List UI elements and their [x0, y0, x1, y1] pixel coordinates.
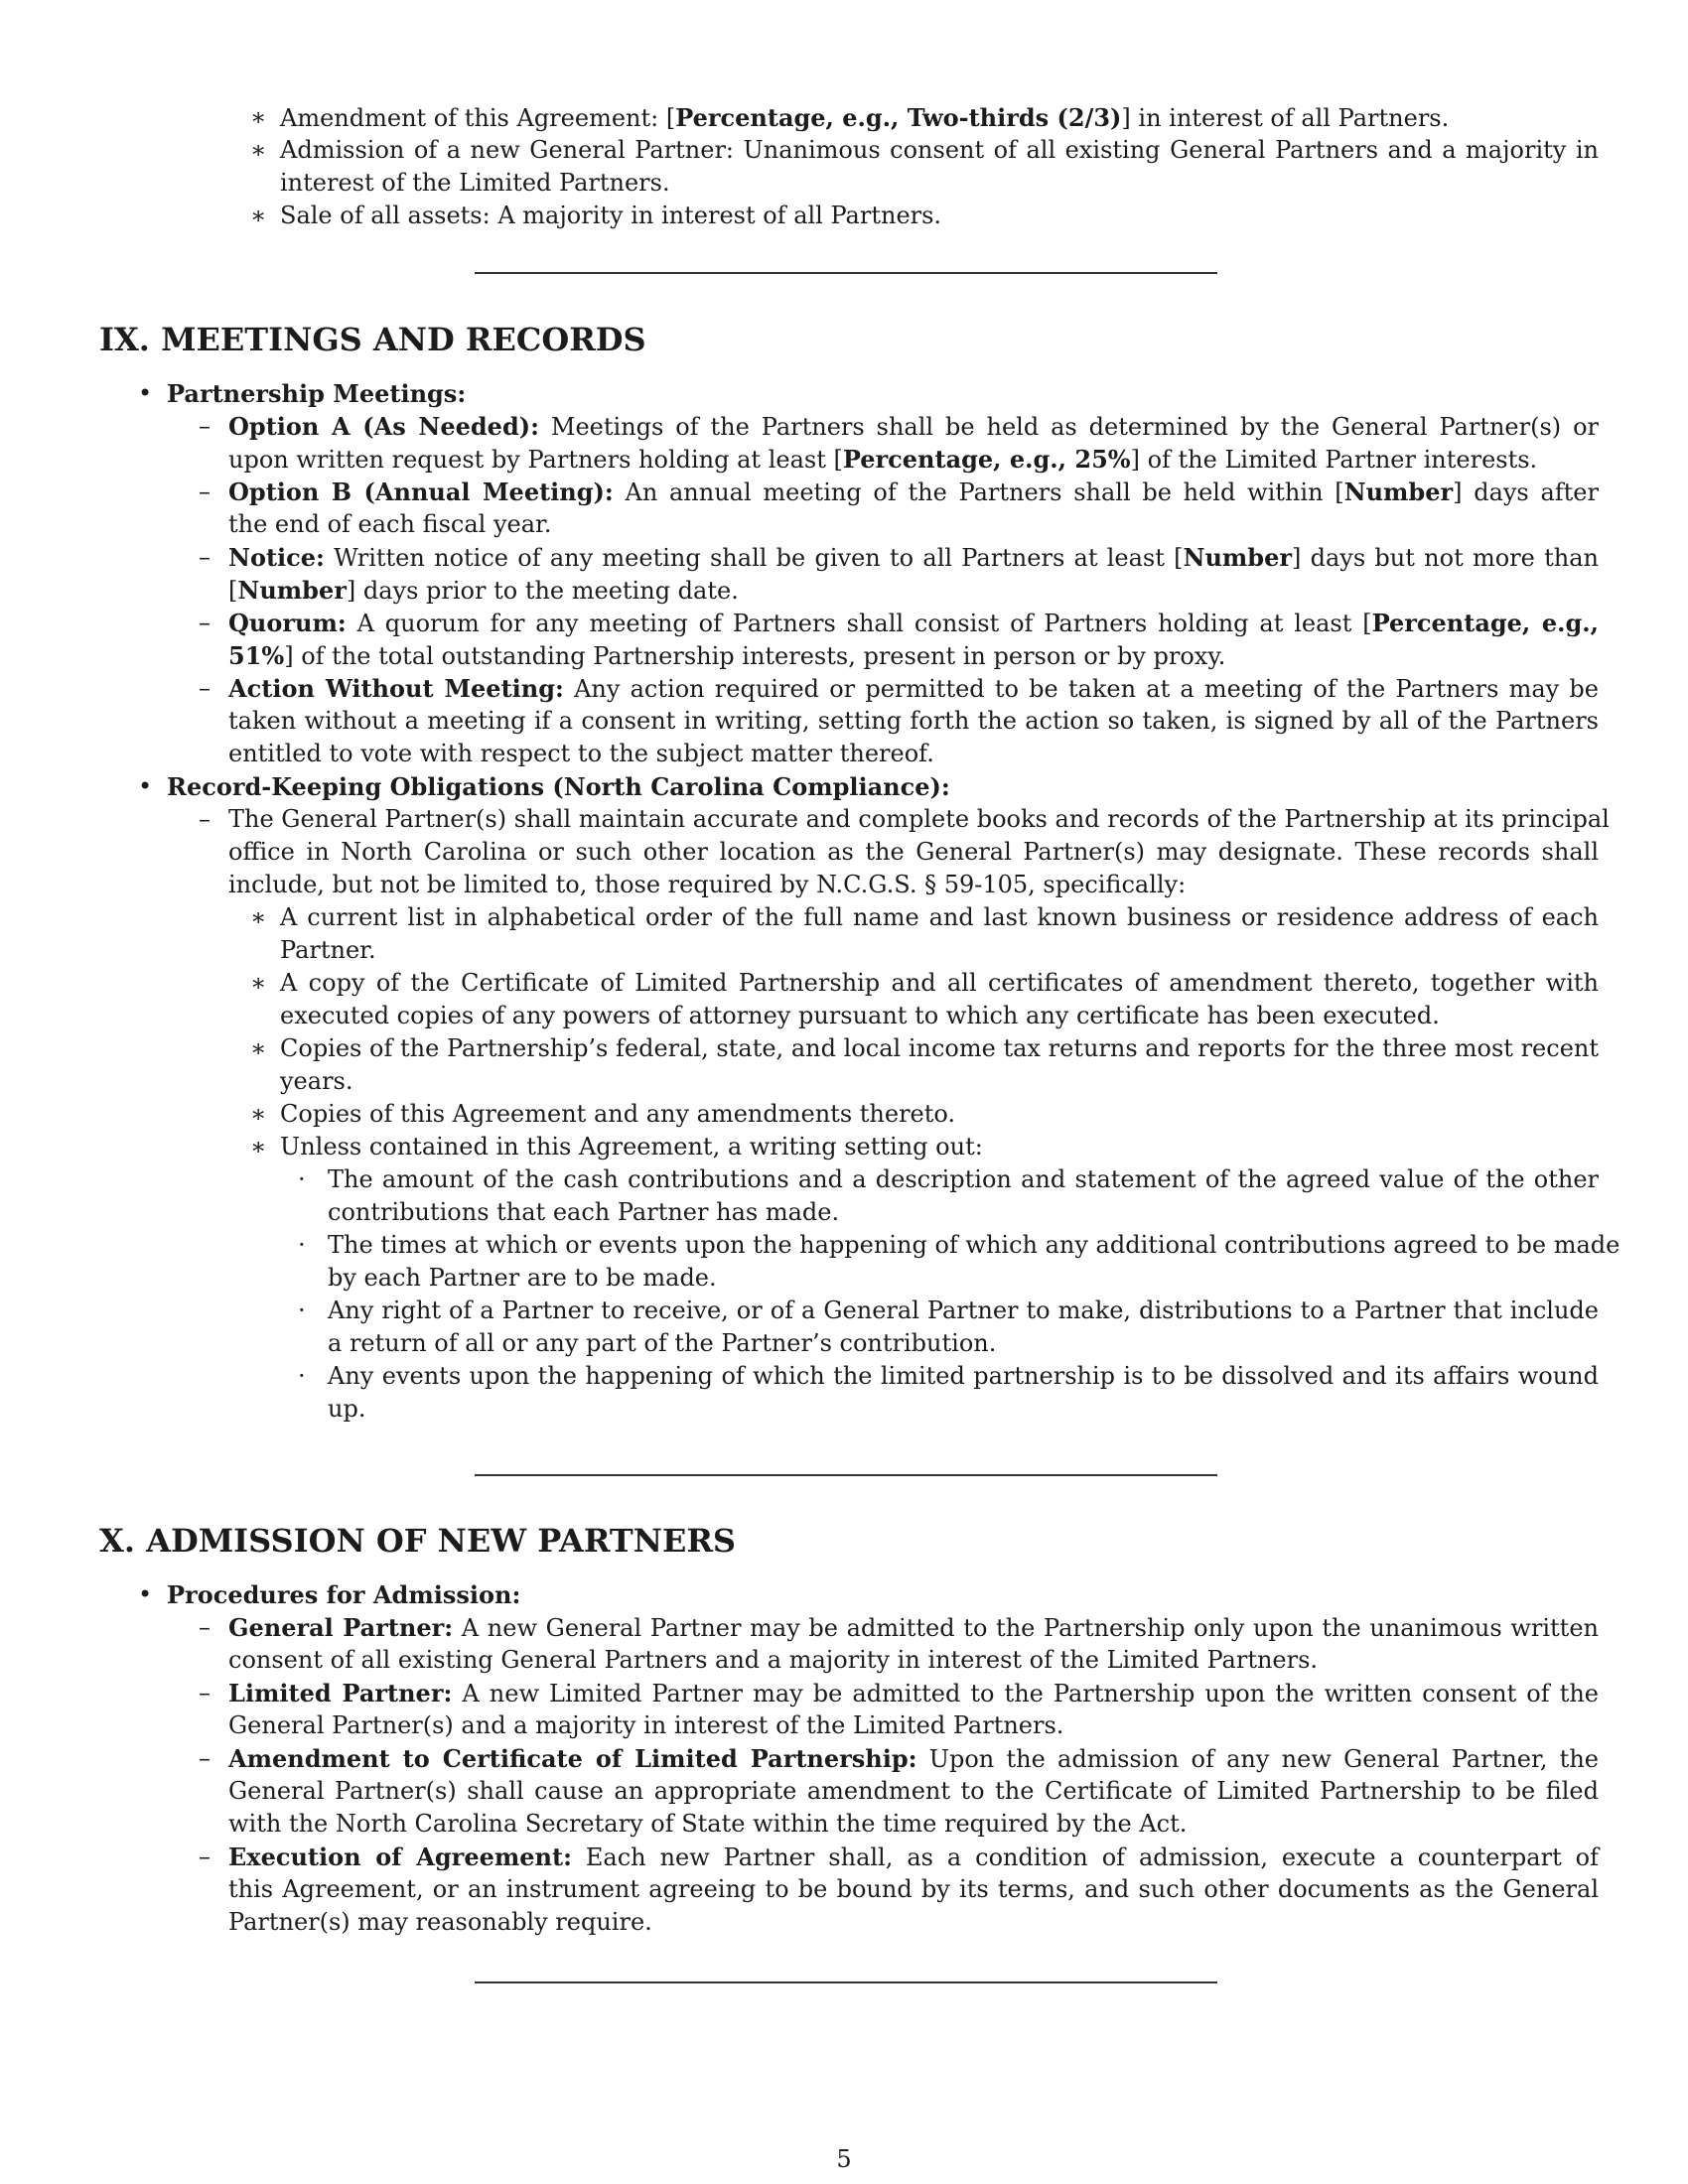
records-item-cont: Partner. — [280, 936, 376, 964]
list-marker-dot: · — [298, 1231, 306, 1259]
execution-line-cont: this Agreement, or an instrument agreeing to be bound by its terms, and such other documents as the General — [228, 1875, 1599, 1903]
writing-item-cont: by each Partner are to be made. — [328, 1264, 717, 1292]
section-divider — [475, 1474, 1217, 1476]
section-divider — [475, 1981, 1217, 1983]
list-marker-star: ∗ — [250, 1100, 267, 1128]
records-item: Unless contained in this Agreement, a writing setting out: — [280, 1133, 983, 1160]
list-marker-dash: – — [199, 1679, 211, 1706]
quorum-line-cont: 51%] of the total outstanding Partnership interests, present in person or by proxy. — [228, 641, 1226, 670]
intro-item-admission-cont: interest of the Limited Partners. — [280, 169, 670, 197]
writing-item: The times at which or events upon the happening of which any additional contributions agreed to be made — [328, 1231, 1620, 1259]
list-marker-dash: – — [199, 674, 211, 702]
option-b-line-cont: the end of each fiscal year. — [228, 510, 552, 538]
list-marker-dot: · — [298, 1362, 306, 1390]
list-marker-dot: · — [298, 1297, 306, 1324]
records-intro-line: include, but not be limited to, those required by N.C.G.S. § 59-105, specifically: — [228, 871, 1187, 898]
writing-item: Any right of a Partner to receive, or of a General Partner to make, distributions to a Partner that include — [328, 1297, 1599, 1324]
procedures-label: Procedures for Admission: — [167, 1580, 521, 1609]
amendment-certificate-line: Amendment to Certificate of Limited Partnership: Upon the admission of any new General Partner, the — [228, 1744, 1599, 1773]
option-b-line: Option B (Annual Meeting): An annual meeting of the Partners shall be held within [Number] days after — [228, 478, 1599, 506]
records-item: A copy of the Certificate of Limited Partnership and all certificates of amendment thereto, together with — [280, 969, 1599, 997]
list-marker-bullet: • — [138, 379, 153, 407]
list-marker-star: ∗ — [250, 969, 267, 997]
list-marker-star: ∗ — [250, 103, 267, 131]
list-marker-star: ∗ — [250, 136, 267, 164]
list-marker-dash: – — [199, 1613, 211, 1641]
list-marker-star: ∗ — [250, 1034, 267, 1062]
records-intro-line: office in North Carolina or such other location as the General Partner(s) may designate. These records shall — [228, 838, 1599, 866]
execution-line-end: Partner(s) may reasonably require. — [228, 1908, 652, 1936]
option-a-line: Option A (As Needed): Meetings of the Partners shall be held as determined by the General Partner(s) or — [228, 412, 1599, 441]
writing-item: The amount of the cash contributions and a description and statement of the agreed value of the other — [328, 1165, 1599, 1193]
limited-partner-line-cont: General Partner(s) and a majority in interest of the Limited Partners. — [228, 1711, 1064, 1739]
general-partner-line: General Partner: A new General Partner may be admitted to the Partnership only upon the unanimous written — [228, 1613, 1599, 1642]
general-partner-line-cont: consent of all existing General Partners and a majority in interest of the Limited Partners. — [228, 1646, 1319, 1674]
records-label: Record-Keeping Obligations (North Carolina Compliance): — [167, 772, 950, 801]
intro-item-admission: Admission of a new General Partner: Unanimous consent of all existing General Partners and a majority in — [280, 136, 1599, 164]
writing-item-cont: contributions that each Partner has made. — [328, 1198, 840, 1226]
list-marker-bullet: • — [138, 772, 153, 800]
writing-item-cont: up. — [328, 1395, 366, 1423]
amendment-certificate-line-cont: General Partner(s) shall cause an appropriate amendment to the Certificate of Limited Partnership to be filed — [228, 1777, 1599, 1805]
list-marker-star: ∗ — [250, 903, 267, 931]
section-heading-admission: X. ADMISSION OF NEW PARTNERS — [99, 1522, 737, 1560]
records-item-cont: years. — [280, 1067, 353, 1095]
list-marker-dash: – — [199, 1744, 211, 1772]
list-marker-dash: – — [199, 805, 211, 833]
records-intro-line: The General Partner(s) shall maintain accurate and complete books and records of the Partnership at its principal — [228, 805, 1610, 833]
list-marker-dash: – — [199, 412, 211, 440]
list-marker-dash: – — [199, 609, 211, 636]
notice-line-cont: [Number] days prior to the meeting date. — [228, 576, 739, 605]
list-marker-star: ∗ — [250, 202, 267, 229]
list-marker-dash: – — [199, 478, 211, 505]
records-item: Copies of the Partnership’s federal, state, and local income tax returns and reports for the three most recent — [280, 1034, 1599, 1062]
list-marker-bullet: • — [138, 1580, 153, 1608]
records-item: A current list in alphabetical order of the full name and last known business or residence address of each — [280, 903, 1599, 931]
intro-item-sale: Sale of all assets: A majority in interest of all Partners. — [280, 202, 942, 229]
execution-line: Execution of Agreement: Each new Partner shall, as a condition of admission, execute a counterpart of — [228, 1843, 1599, 1871]
writing-item-cont: a return of all or any part of the Partner’s contribution. — [328, 1329, 997, 1357]
list-marker-dash: – — [199, 1843, 211, 1870]
section-divider — [475, 272, 1217, 274]
action-line: Action Without Meeting: Any action required or permitted to be taken at a meeting of the Partners may be — [228, 674, 1599, 703]
list-marker-star: ∗ — [250, 1133, 267, 1160]
limited-partner-line: Limited Partner: A new Limited Partner may be admitted to the Partnership upon the written consent of the — [228, 1679, 1599, 1707]
amendment-certificate-line-end: with the North Carolina Secretary of State within the time required by the Act. — [228, 1810, 1188, 1838]
action-line-cont: taken without a meeting if a consent in writing, setting forth the action so taken, is signed by all of the Partners — [228, 707, 1599, 735]
quorum-line: Quorum: A quorum for any meeting of Partners shall consist of Partners holding at least [Percentage, e.g., — [228, 609, 1599, 637]
notice-line: Notice: Written notice of any meeting shall be given to all Partners at least [Number] days but not more than — [228, 543, 1599, 572]
list-marker-dot: · — [298, 1165, 306, 1193]
list-marker-dash: – — [199, 543, 211, 571]
page-number: 5 — [836, 2145, 852, 2173]
option-a-line-cont: upon written request by Partners holding at least [Percentage, e.g., 25%] of the Limited Partner interests. — [228, 445, 1538, 474]
writing-item: Any events upon the happening of which the limited partnership is to be dissolved and its affairs wound — [328, 1362, 1599, 1390]
action-line-end: entitled to vote with respect to the subject matter thereof. — [228, 740, 934, 767]
section-heading-meetings: IX. MEETINGS AND RECORDS — [99, 321, 646, 358]
records-item-cont: executed copies of any powers of attorney pursuant to which any certificate has been executed. — [280, 1002, 1440, 1029]
intro-item-amendment: Amendment of this Agreement: [Percentage, e.g., Two-thirds (2/3)] in interest of all Partners. — [280, 103, 1450, 132]
records-item: Copies of this Agreement and any amendments thereto. — [280, 1100, 956, 1128]
meetings-label: Partnership Meetings: — [167, 379, 467, 408]
